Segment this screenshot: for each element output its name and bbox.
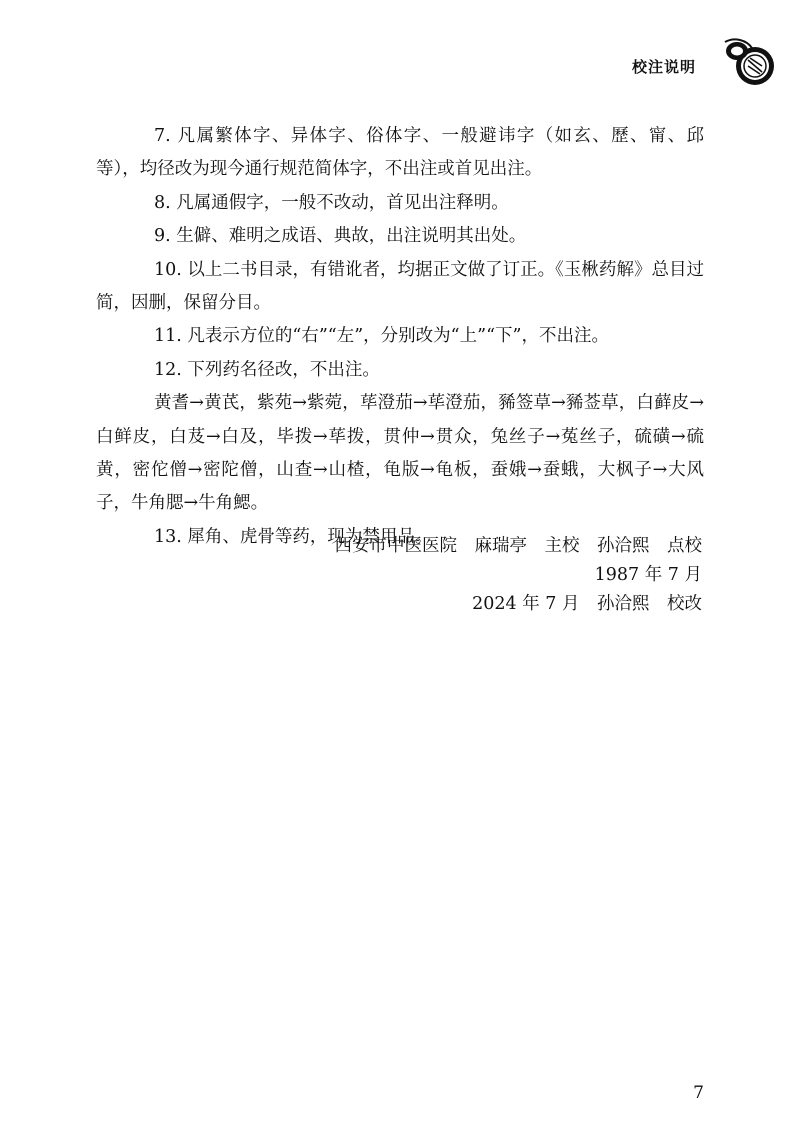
note-paragraph: 10. 以上二书目录，有错讹者，均据正文做了订正。《玉楸药解》总目过简，因删，保留分目。: [96, 259, 704, 314]
note-paragraph: 13. 犀角、虎骨等药，现为禁用品。: [154, 526, 433, 547]
herb-name-list: 黄耆→黄芪，紫苑→紫菀，荜澄茄→荜澄茄，豨签草→豨莶草，白藓皮→白鲜皮，白芨→白及，毕拨→荜拨，贯仲→贯众，兔丝子→菟丝子，硫磺→硫黄，密佗僧→密陀僧，山查→山楂，龟版→龟板，蚕娥→蚕蛾，大枫子→大风子，牛角腮→牛角鰓。: [96, 393, 704, 514]
note-paragraph: 12. 下列药名径改，不出注。: [154, 359, 380, 380]
note-paragraph: 9. 生僻、难明之成语、典故，出注说明其出处。: [154, 226, 527, 247]
note-paragraph: 7. 凡属繁体字、异体字、俗体字、一般避讳字（如玄、歷、甯、邱等），均径改为现今通行规范简体字，不出注或首见出注。: [96, 126, 704, 180]
signature-editors: 西安市中医医院 麻瑞亭 主校 孙洽熙 点校: [334, 536, 702, 556]
note-paragraph: 8. 凡属通假字，一般不改动，首见出注释明。: [154, 192, 509, 213]
gourd-emblem-icon: [722, 36, 776, 88]
page-number: 7: [693, 1083, 704, 1103]
signature-revision: 2024 年 7 月 孙洽熙 校改: [472, 594, 702, 614]
note-paragraph: 11. 凡表示方位的“右”“左”，分别改为“上”“下”，不出注。: [154, 326, 609, 347]
notes-body: [96, 120, 704, 554]
running-header-title: 校注说明: [631, 58, 696, 76]
signature-block: [335, 532, 703, 619]
signature-date-original: 1987 年 7 月: [594, 565, 702, 585]
